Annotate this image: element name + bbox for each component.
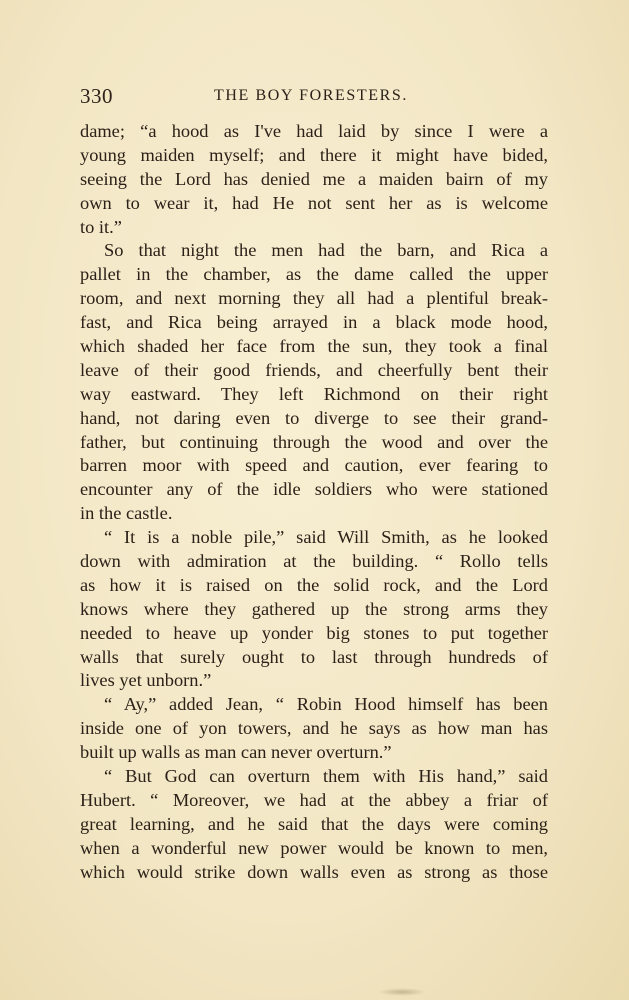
text-line: walls that surely ought to last through hundreds of [80,646,548,667]
ink-smudge [378,988,426,996]
text-line: encounter any of the idle soldiers who were stationed [80,479,548,500]
text-line: to it.” [80,216,122,237]
text-line: own to wear it, had He not sent her as is welcome [80,192,548,213]
text-line: Hubert. “ Moreover, we had at the abbey a friar of [80,789,548,810]
text-line: young maiden myself; and there it might have bided, [80,144,548,165]
text-line: barren moor with speed and caution, ever fearing to [80,455,548,476]
page-number: 330 [80,84,113,108]
text-line: inside one of yon towers, and he says as how man has [80,718,548,739]
text-line: down with admiration at the building. “ Rollo tells [80,551,548,572]
text-line: seeing the Lord has denied me a maiden bairn of my [80,168,548,189]
text-line: fast, and Rica being arrayed in a black mode hood, [80,312,548,333]
text-line: as how it is raised on the solid rock, and the Lord [80,574,548,595]
text-line: “ It is a noble pile,” said Will Smith, as he looked [104,527,548,548]
text-line: “ But God can overturn them with His hand,” said [104,766,548,787]
text-line: which shaded her face from the sun, they took a final [80,336,548,357]
text-line: great learning, and he said that the days were coming [80,813,548,834]
text-line: built up walls as man can never overturn.” [80,742,392,763]
body-text [80,120,548,885]
text-line: which would strike down walls even as strong as those [80,861,548,882]
text-line: knows where they gathered up the strong arms they [80,598,548,619]
text-line: when a wonderful new power would be known to men, [80,837,548,858]
text-line: father, but continuing through the wood and over the [80,431,548,452]
text-line: leave of their good friends, and cheerfully bent their [80,359,548,380]
text-line: lives yet unborn.” [80,670,212,691]
text-line: “ Ay,” added Jean, “ Robin Hood himself has been [104,694,548,715]
text-line: room, and next morning they all had a plentiful break- [80,288,548,309]
text-line: hand, not daring even to diverge to see their grand- [80,407,548,428]
text-line: needed to heave up yonder big stones to put together [80,622,548,643]
text-line: dame; “a hood as I've had laid by since I were a [80,121,548,141]
text-line: way eastward. They left Richmond on their right [80,383,548,404]
text-line: pallet in the chamber, as the dame called the upper [80,264,548,285]
text-line: So that night the men had the barn, and Rica a [104,240,548,261]
page-header [80,84,548,110]
text-line: in the castle. [80,503,173,524]
running-title: THE BOY FORESTERS. [214,87,409,104]
